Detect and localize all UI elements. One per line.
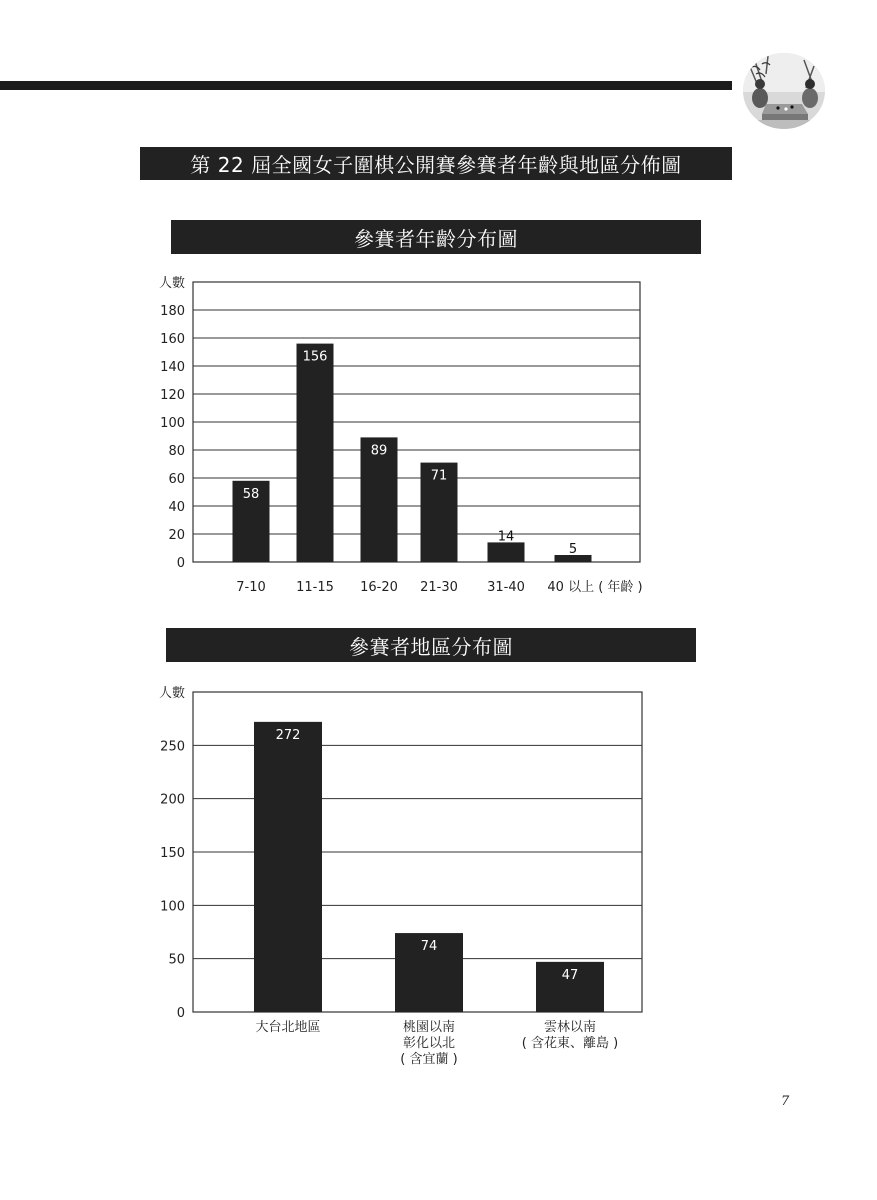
category-label-3: ( 含花東、離島 ): [521, 1036, 619, 1051]
y-tick-label: 250: [160, 739, 185, 755]
category-label-6: 40 以上 ( 年齡 ): [547, 580, 643, 595]
data-label-2: 156: [302, 349, 328, 365]
y-axis-label: 人數: [158, 276, 185, 291]
go-players-emblem-icon: [742, 52, 826, 130]
y-tick-label: 140: [160, 360, 185, 375]
header-rule: [0, 81, 732, 90]
age-chart-title: 參賽者年齡分布圖: [171, 220, 701, 254]
y-tick-label: 120: [160, 388, 185, 403]
data-label-1: 272: [275, 727, 301, 743]
page-number: 7: [781, 1094, 790, 1109]
data-label-6: 5: [568, 542, 578, 557]
y-tick-label: 0: [176, 556, 185, 571]
data-label-3: 89: [370, 443, 388, 459]
category-label-2: 桃園以南: [402, 1020, 456, 1035]
y-tick-label: 20: [168, 528, 185, 543]
category-label-1: 7-10: [236, 580, 266, 595]
category-label-4: 21-30: [420, 580, 458, 595]
category-label-3: 16-20: [360, 580, 398, 595]
data-label-2: 74: [420, 939, 438, 955]
category-label-1: 大台北地區: [255, 1020, 321, 1035]
y-axis-label: 人數: [158, 686, 185, 701]
region-chart-title: 參賽者地區分布圖: [166, 628, 696, 662]
y-tick-label: 0: [176, 1006, 185, 1021]
y-tick-label: 100: [160, 416, 185, 431]
bar-1: [254, 722, 322, 1012]
bar-2: [297, 344, 334, 562]
y-tick-label: 150: [160, 846, 185, 861]
age-distribution-chart: [0, 270, 877, 610]
y-tick-label: 160: [160, 332, 185, 347]
category-label-3: 雲林以南: [543, 1020, 597, 1035]
data-label-4: 71: [430, 468, 448, 484]
y-tick-label: 60: [168, 472, 185, 487]
region-distribution-chart: [0, 680, 877, 1080]
category-label-2: 11-15: [296, 580, 334, 595]
y-tick-label: 80: [168, 444, 185, 459]
category-label-2: 彰化以北: [402, 1036, 456, 1051]
data-label-1: 58: [242, 486, 260, 502]
y-tick-label: 200: [160, 792, 185, 808]
data-label-5: 14: [497, 529, 515, 545]
page-title: 第 22 屆全國女子圍棋公開賽參賽者年齡與地區分佈圖: [140, 147, 732, 180]
y-tick-label: 100: [160, 899, 185, 915]
data-label-3: 47: [561, 967, 579, 983]
y-tick-label: 40: [168, 500, 185, 515]
category-label-5: 31-40: [487, 580, 525, 595]
y-tick-label: 50: [168, 952, 185, 968]
category-label-2: ( 含宜蘭 ): [400, 1052, 458, 1067]
bar-5: [488, 542, 525, 562]
y-tick-label: 180: [160, 304, 185, 319]
